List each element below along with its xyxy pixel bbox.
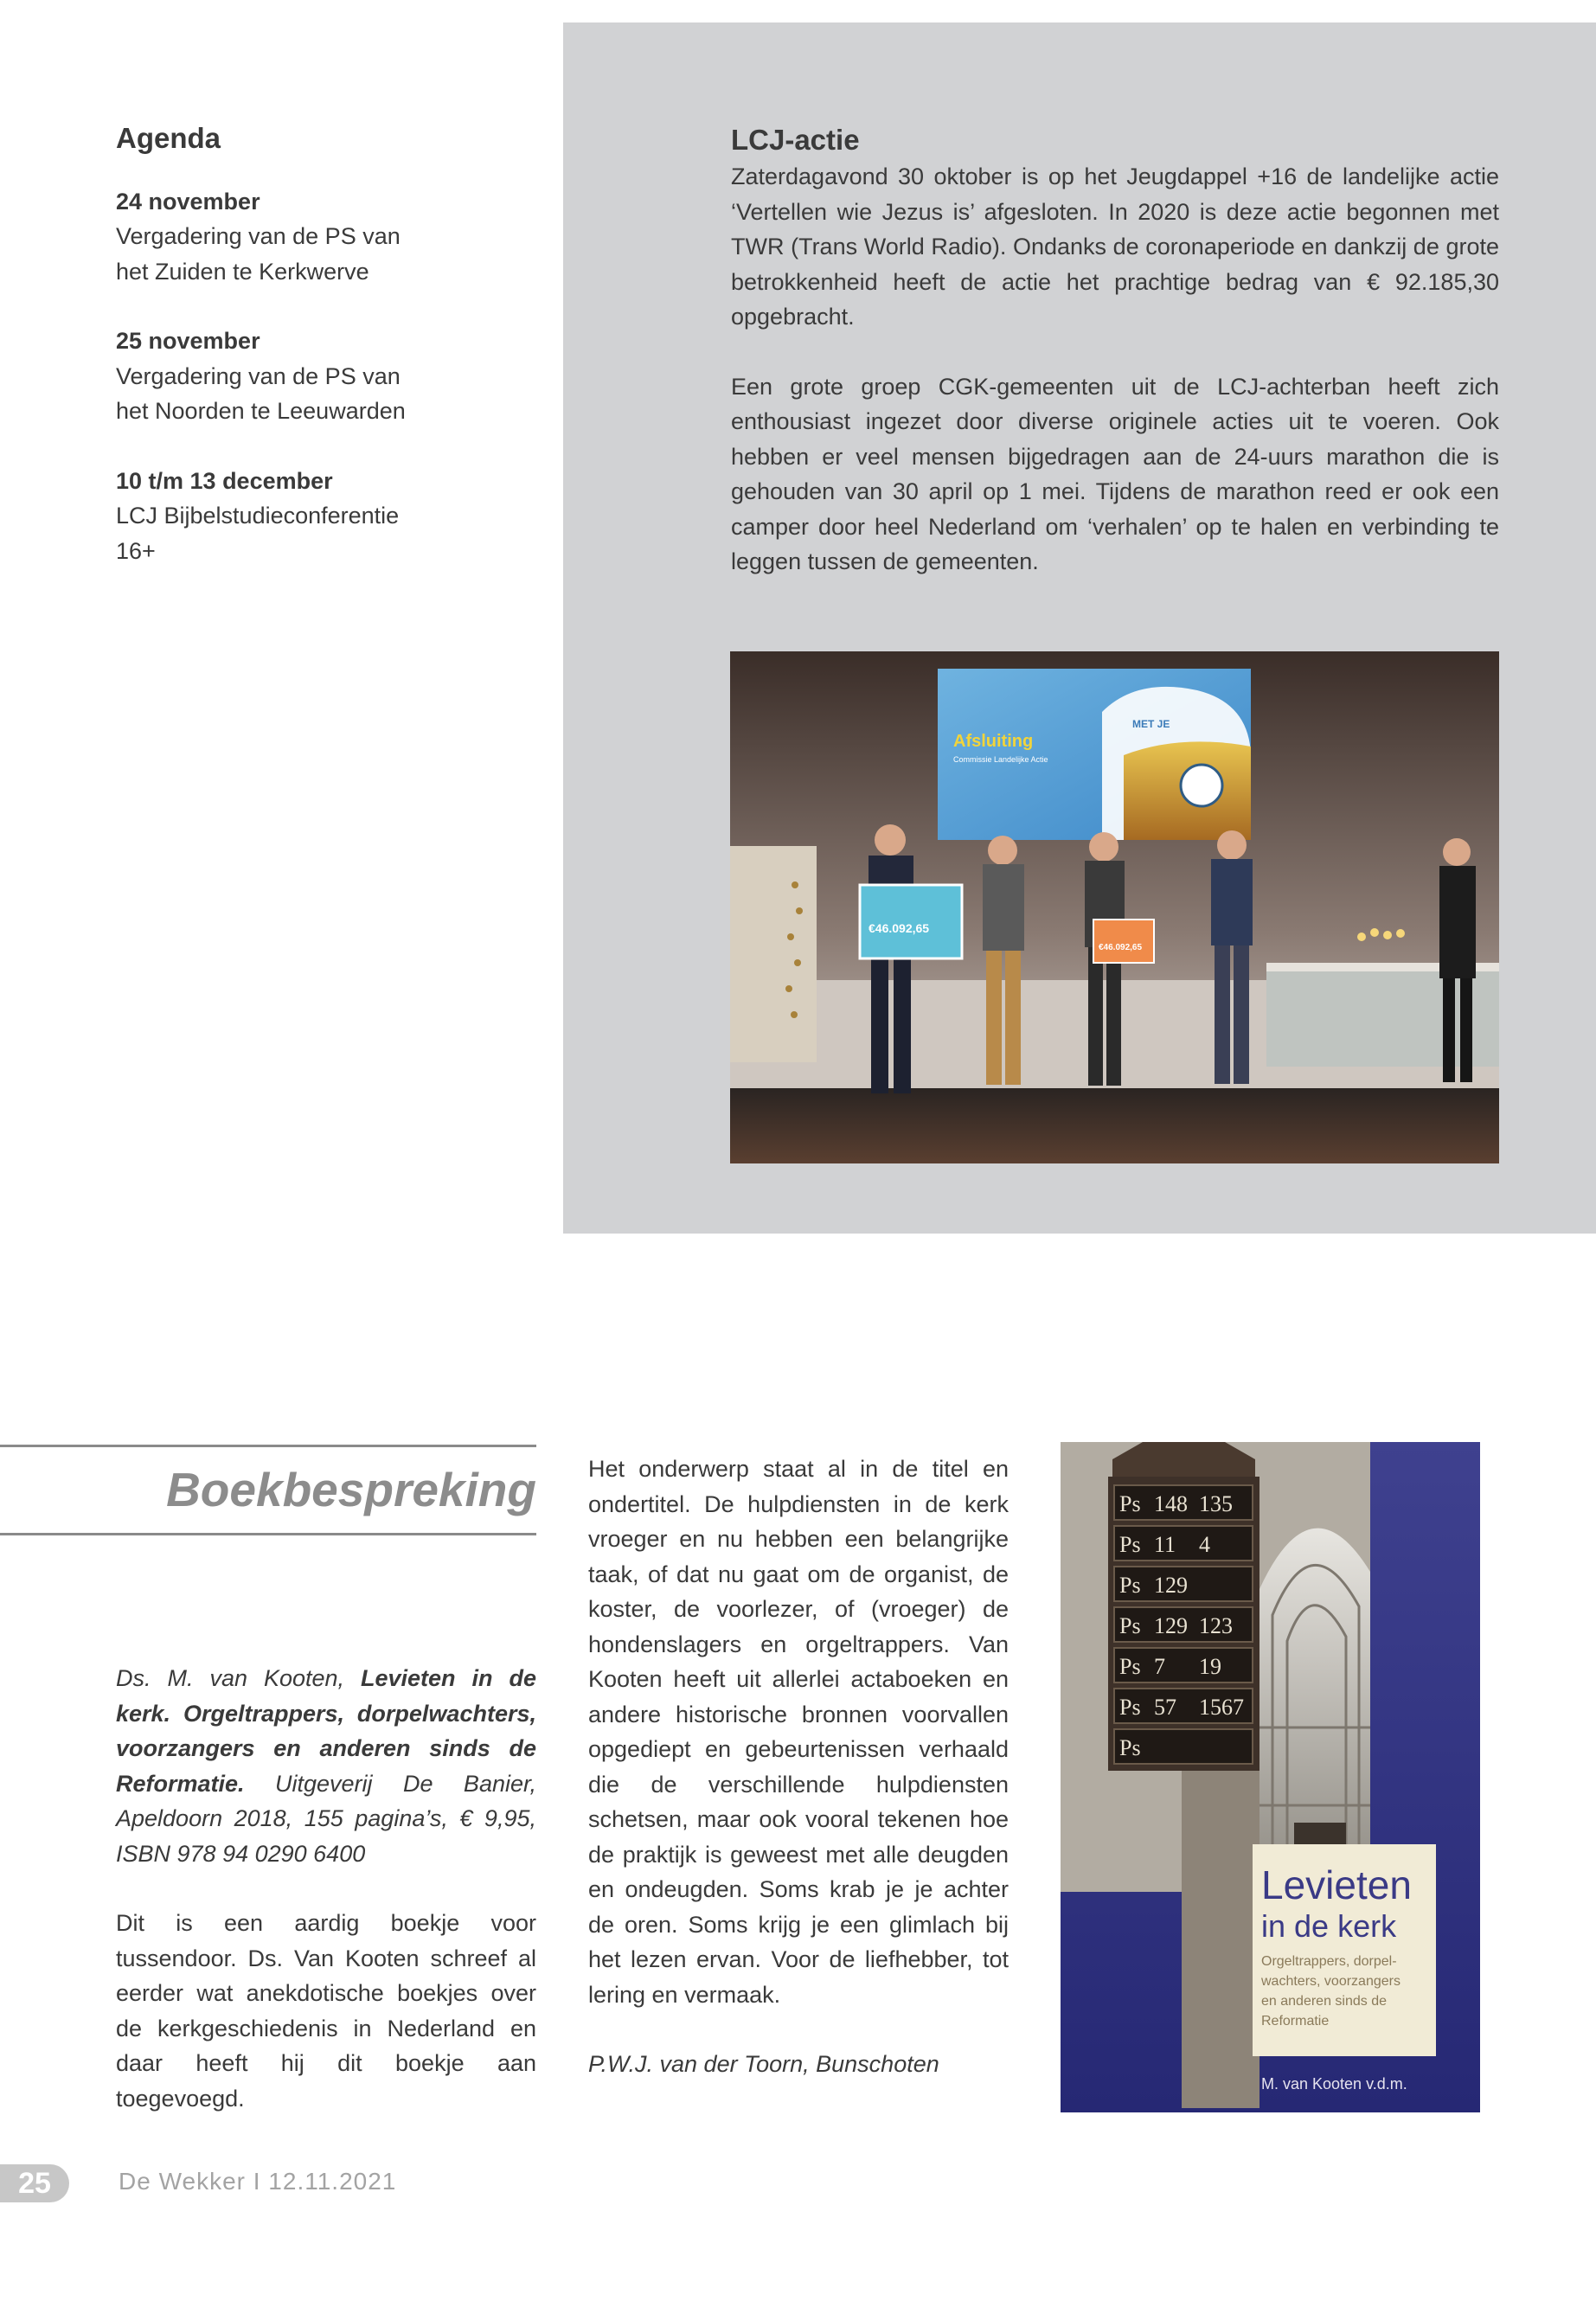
bib-details: Uitgeverij De Banier, Apeldoorn 2018, 155 pagina’s, € 9,95, ISBN 978 94 0290 6400: [116, 1770, 536, 1867]
psalm-number: 129: [1154, 1613, 1188, 1638]
book-cover: [1061, 1442, 1480, 2112]
psalm-number: Ps: [1119, 1491, 1141, 1516]
agenda-line: het Noorden te Leeuwarden: [116, 398, 406, 424]
lcj-article: [731, 121, 1499, 614]
agenda-line: het Zuiden te Kerkwerve: [116, 258, 369, 285]
title-card: [1253, 1844, 1436, 2056]
psalm-number: 123: [1199, 1613, 1233, 1638]
lcj-title: LCJ-actie: [731, 124, 860, 156]
agenda-title: Agenda: [116, 122, 221, 154]
review-column-2: [588, 1452, 1009, 2117]
cover-subtitle-line: Reformatie: [1261, 2014, 1330, 2029]
agenda-item: [116, 324, 462, 429]
screen-subtitle: Commissie Landelijke Actie: [953, 755, 1048, 764]
screen-tag: MET JE: [1132, 718, 1170, 730]
agenda-item: [116, 184, 462, 290]
agenda-date: 10 t/m 13 december: [116, 467, 333, 494]
small-cheque: [1093, 920, 1154, 963]
psalm-number: Ps: [1119, 1613, 1141, 1638]
psalm-number: Ps: [1119, 1735, 1141, 1760]
cover-author: M. van Kooten v.d.m.: [1261, 2075, 1407, 2093]
psalm-number: 11: [1154, 1532, 1176, 1557]
section-title: Boekbespreking: [166, 1463, 536, 1516]
agenda-line: Vergadering van de PS van: [116, 362, 401, 389]
cover-subtitle-line: Orgeltrappers, dorpel-: [1261, 1954, 1397, 1969]
agenda-column: [116, 121, 462, 603]
psalm-number: 1567: [1199, 1695, 1244, 1720]
projection-screen: [938, 669, 1251, 840]
bib-author: Ds. M. van Kooten,: [116, 1665, 361, 1691]
bibliographic-info: [116, 1661, 536, 1871]
psalm-number: 19: [1199, 1654, 1221, 1679]
agenda-item: [116, 464, 462, 569]
bib-title: Levieten in de kerk. Orgeltrappers, dorpelwachters, voorzangers en anderen sinds de Reformatie.: [116, 1665, 536, 1797]
psalm-number: 4: [1199, 1532, 1210, 1557]
agenda-line: Vergadering van de PS van: [116, 223, 401, 249]
page-number: 25: [0, 2164, 69, 2202]
psalm-number: Ps: [1119, 1695, 1141, 1720]
cheque-amount: €46.092,65: [869, 921, 930, 935]
cover-subtitle-line: wachters, voorzangers: [1261, 1974, 1401, 1989]
psalm-number: 135: [1199, 1491, 1233, 1516]
review-signature: P.W.J. van der Toorn, Bunschoten: [588, 2051, 939, 2077]
section-rule-top: [0, 1445, 536, 1447]
cover-title-line1: Levieten: [1261, 1862, 1412, 1907]
cover-subtitle-line: en anderen sinds de: [1261, 1994, 1387, 2009]
agenda-line: LCJ Bijbelstudieconferentie: [116, 503, 400, 529]
lcj-paragraph: Zaterdagavond 30 oktober is op het Jeugdappel +16 de landelijke actie ‘Vertellen wie Jezus is’ afgesloten. In 2020 is deze actie begonnen met TWR (Trans World Radio). Ondanks de coronaperiode en dankzij de grote betrokkenheid heeft de actie het prachtige bedrag van € 92.185,30 opgebracht.: [731, 163, 1499, 330]
cover-title-line2: in de kerk: [1261, 1908, 1397, 1944]
cheque-amount: €46.092,65: [1099, 943, 1143, 952]
review-paragraph: Het onderwerp staat al in de titel en ondertitel. De hulpdiensten in de kerk vroeger en nu hebben een belangrijke taak, of dat nu gaat om de organist, de koster, de voorlezer, of (vroeger) de hondenslagers en orgeltrappers. Van Kooten heeft uit allerlei actaboeken en andere historische bronnen voorvallen opgediept en gebeurtenissen verhaald die de verschillende hulpdiensten schetsen, maar ook vooral tekenen hoe de praktijk is geweest met alle deugden en ondeugden. Soms krab je je achter de oren. Soms krijg je een glimlach bij het lezen ervan. Voor de liefhebber, tot lering en vermaak.: [588, 1456, 1009, 2008]
psalm-number: 57: [1154, 1695, 1176, 1720]
section-rule-bottom: [0, 1533, 536, 1535]
lcj-paragraph: Een grote groep CGK-gemeenten uit de LCJ-achterban heeft zich enthousiast ingezet door diverse originele acties uit te voeren. Ook hebben er veel mensen bijgedragen aan de 24-uurs marathon die is gehouden van 30 april op 1 mei. Tijdens de marathon reed er ook een camper door heel Nederland om ‘verhalen’ op te halen en verbinding te leggen tussen de gemeenten.: [731, 373, 1499, 574]
review-column-1: [116, 1661, 536, 2150]
screen-title: Afsluiting: [953, 732, 1034, 751]
psalm-number: 129: [1154, 1573, 1188, 1598]
psalm-number: Ps: [1119, 1573, 1141, 1598]
publication-info: De Wekker I 12.11.2021: [119, 2168, 397, 2195]
psalm-number: Ps: [1119, 1654, 1141, 1679]
stage-photo: [730, 651, 1499, 1163]
agenda-date: 25 november: [116, 328, 260, 354]
agenda-date: 24 november: [116, 188, 260, 215]
big-cheque: [860, 885, 962, 958]
agenda-line: 16+: [116, 537, 156, 564]
psalm-number: 148: [1154, 1491, 1188, 1516]
psalm-number: 7: [1154, 1654, 1165, 1679]
psalm-number: Ps: [1119, 1532, 1141, 1557]
review-paragraph: Dit is een aardig boekje voor tussendoor. Ds. Van Kooten schreef al eerder wat anekdotische boekjes over de kerkgeschiedenis in Nederland en daar heeft hij dit boekje aan toegevoegd.: [116, 1910, 536, 2112]
